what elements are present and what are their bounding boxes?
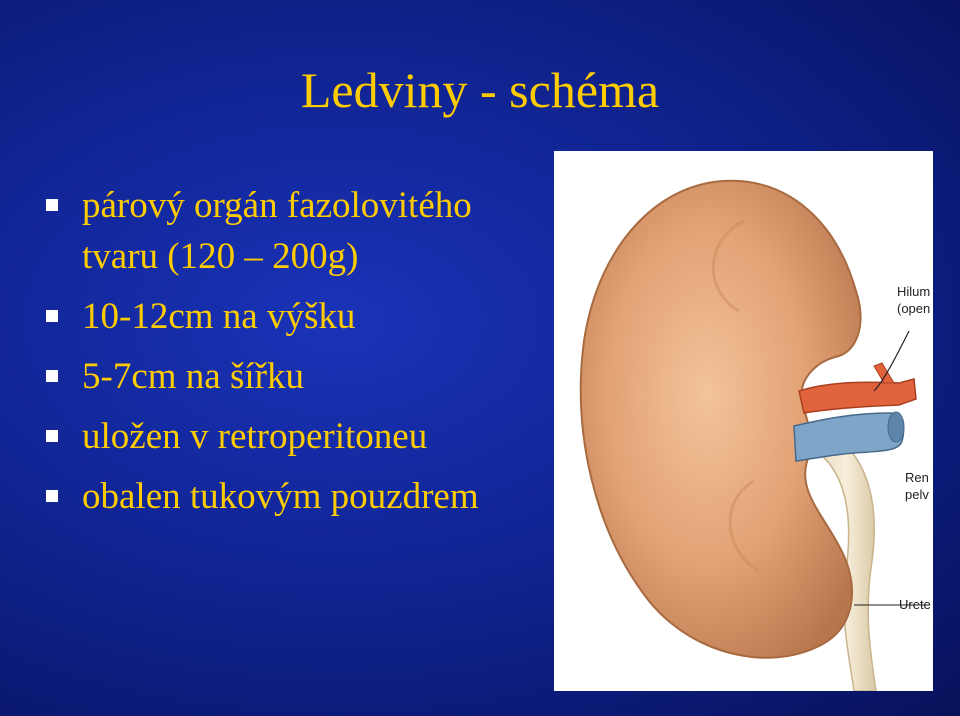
renal-vein: [794, 413, 903, 461]
bullet-item: [46, 180, 546, 282]
bullet-item: [46, 471, 546, 522]
bullet-text: párový orgán fazolovitého tvaru (120 – 200g): [82, 185, 472, 277]
hilum-label-sub: (open: [897, 301, 931, 316]
bullet-text: 10-12cm na výšku: [82, 296, 356, 337]
kidney-body: [581, 181, 861, 658]
renal-pelvis-label: Ren: [905, 470, 929, 485]
hilum-label: Hilum: [897, 284, 931, 299]
bullet-square-icon: [46, 310, 58, 322]
renal-artery: [799, 379, 916, 413]
bullet-item: [46, 351, 546, 402]
bullet-square-icon: [46, 430, 58, 442]
bullet-text: 5-7cm na šířku: [82, 356, 304, 397]
bullet-text: uložen v retroperitoneu: [82, 416, 428, 457]
kidney-illustration: [554, 151, 933, 691]
bullet-item: [46, 291, 546, 342]
ureter-label: Urete: [899, 597, 931, 612]
bullet-list: [46, 180, 546, 531]
bullet-text: obalen tukovým pouzdrem: [82, 476, 479, 517]
bullet-square-icon: [46, 490, 58, 502]
bullet-square-icon: [46, 199, 58, 211]
renal-pelvis-label-sub: pelv: [905, 487, 929, 502]
bullet-square-icon: [46, 370, 58, 382]
slide-title: Ledviny - schéma: [300, 62, 660, 118]
bullet-item: [46, 411, 546, 462]
